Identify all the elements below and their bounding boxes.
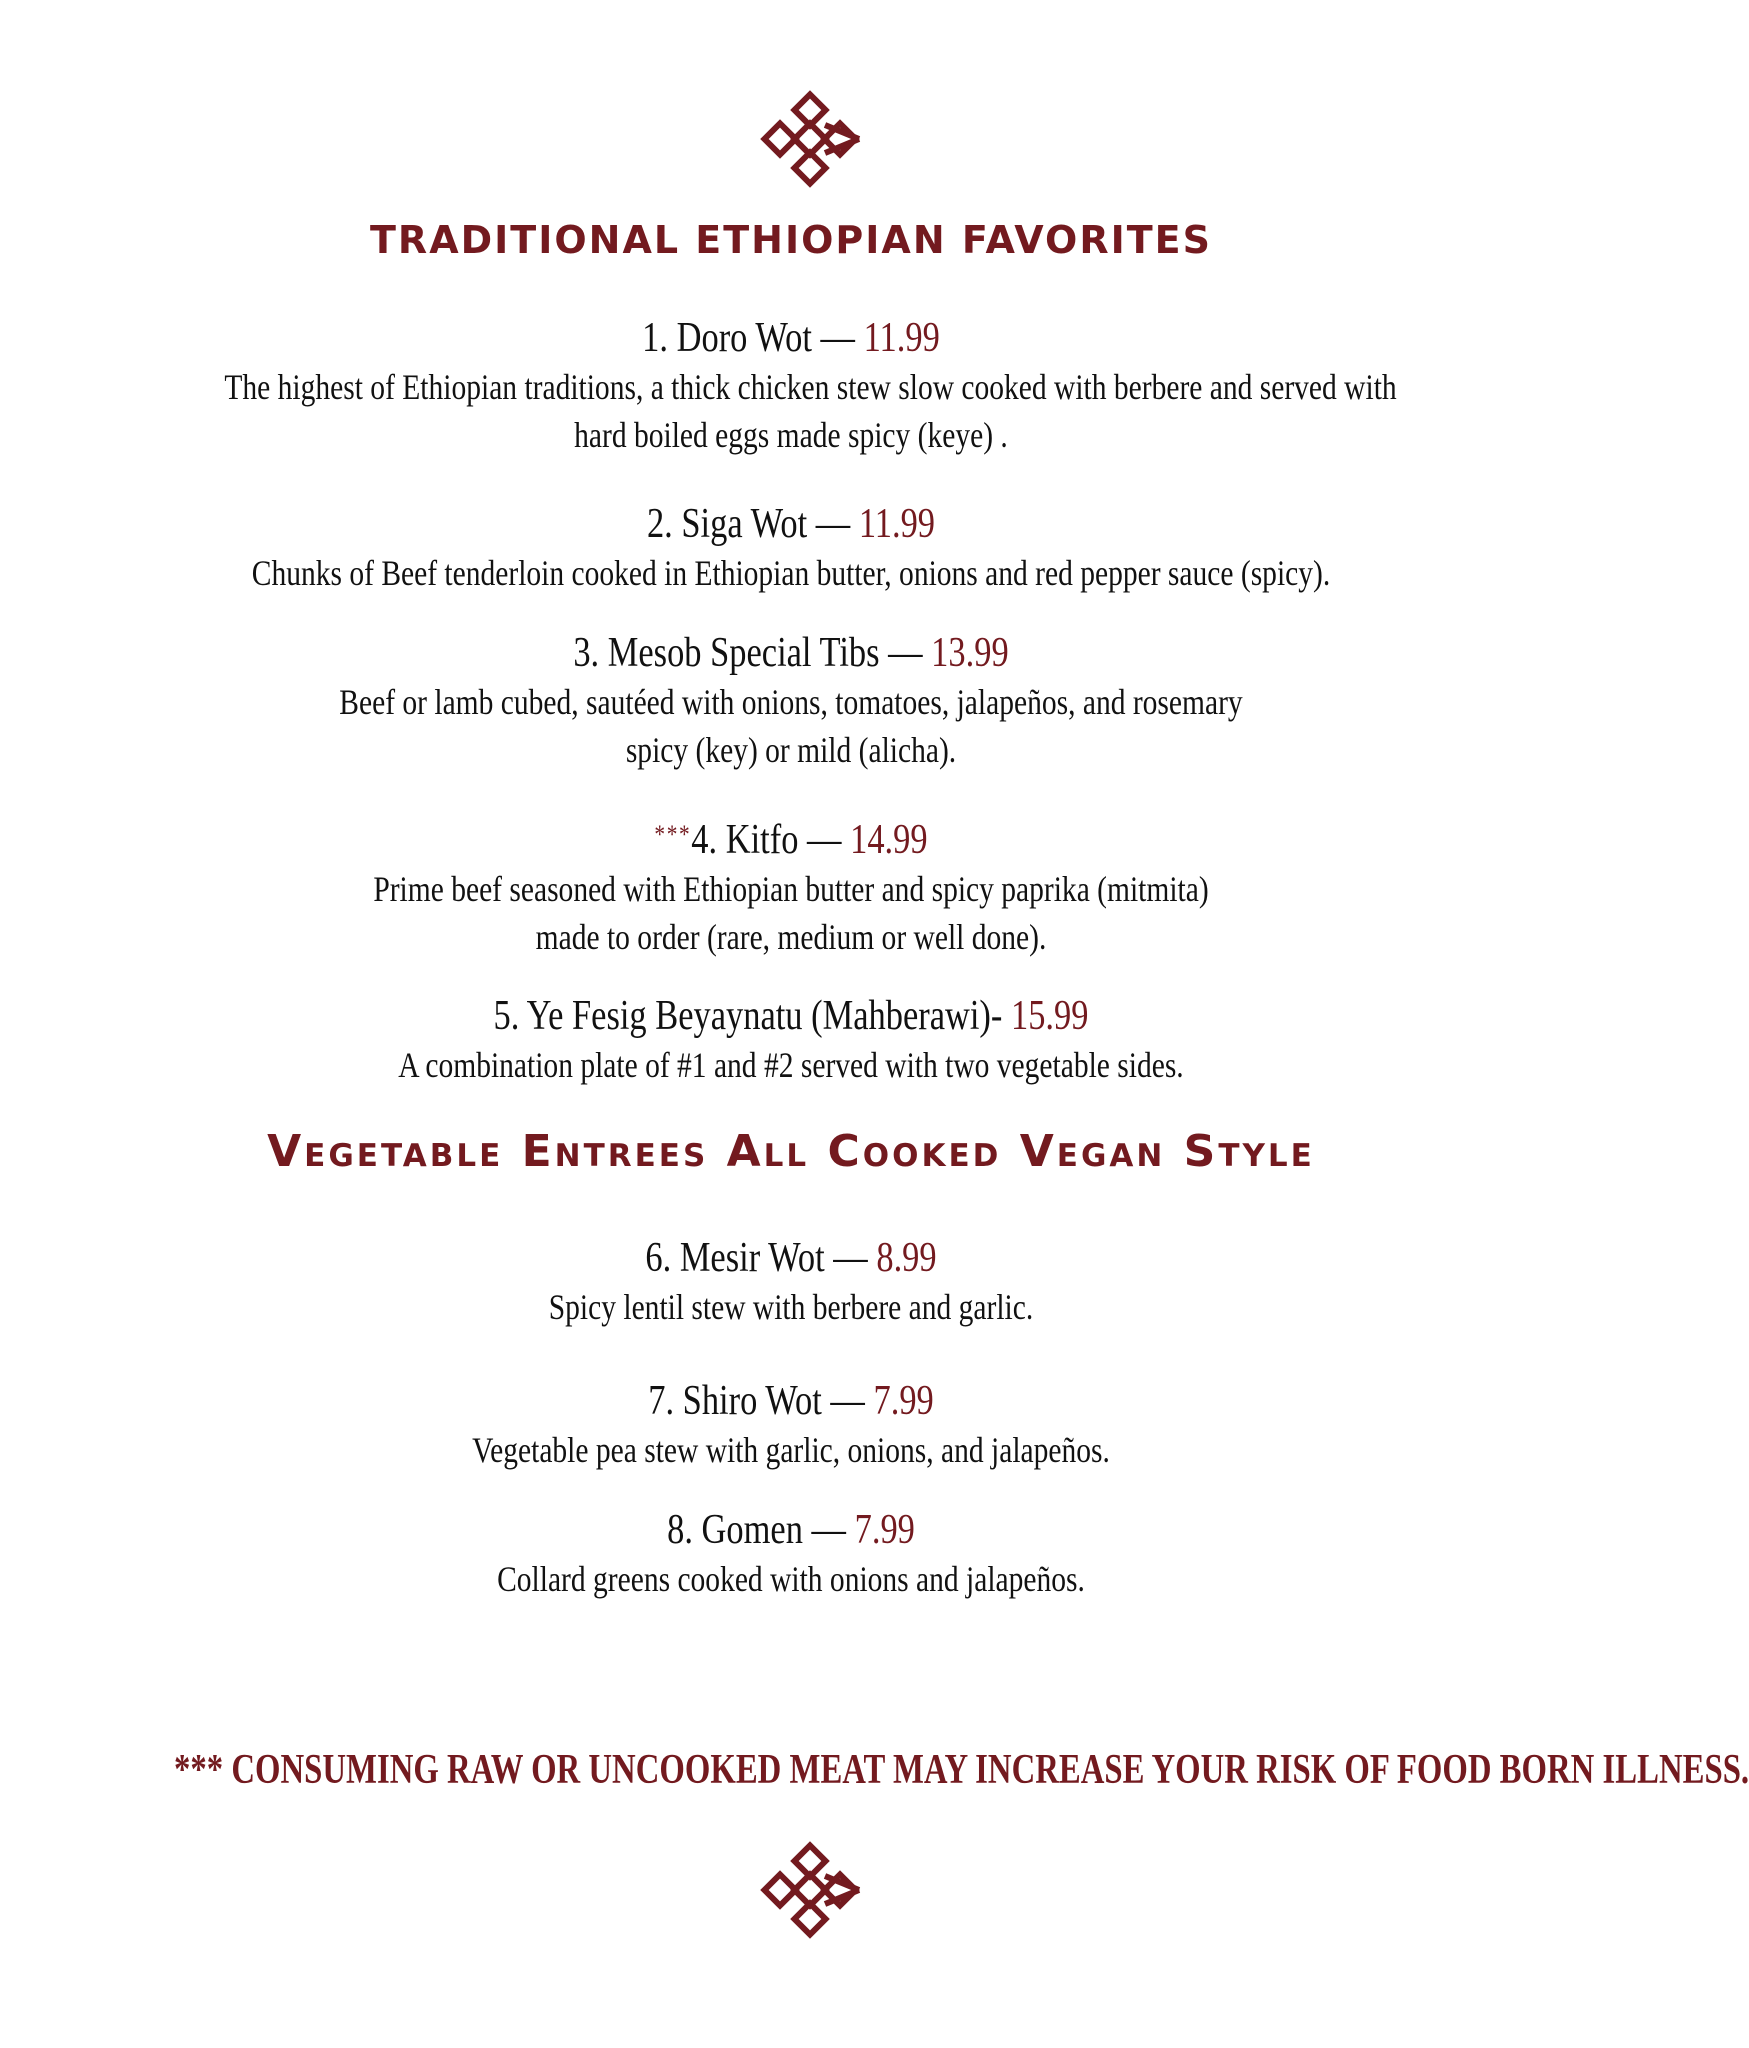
item-heading: [224, 628, 1357, 678]
section-title-traditional: TRADITIONAL ETHIOPIAN FAVORITES: [370, 218, 1212, 262]
item-heading: [224, 1233, 1357, 1283]
menu-item-ye-fesig-beyaynatu: [100, 991, 1482, 1089]
item-heading: [224, 1376, 1357, 1426]
item-description-line: A combination plate of #1 and #2 served with two vegetable sides.: [398, 1045, 1184, 1085]
item-heading: [224, 1505, 1357, 1555]
section-title-vegetable: Vegetable Entrees All Cooked Vegan Style: [267, 1126, 1315, 1177]
menu-item-doro-wot: [100, 313, 1482, 459]
item-name: 1. Doro Wot —: [642, 315, 864, 361]
item-description-line: Vegetable pea stew with garlic, onions, and jalapeños.: [472, 1430, 1110, 1470]
item-heading: [224, 499, 1357, 549]
item-name: 7. Shiro Wot —: [648, 1378, 874, 1424]
menu-item-kitfo: [100, 810, 1482, 961]
item-name: 8. Gomen —: [667, 1507, 855, 1553]
item-name: 3. Mesob Special Tibs —: [573, 630, 932, 676]
item-price: 14.99: [850, 817, 928, 863]
item-heading: [224, 313, 1357, 363]
item-name: 4. Kitfo —: [691, 817, 851, 863]
endless-knot-icon: [761, 101, 873, 179]
menu-item-siga-wot: [100, 499, 1482, 597]
endless-knot-icon: [761, 1852, 873, 1930]
raw-meat-warning-marker: ***: [654, 820, 692, 849]
item-description-line: The highest of Ethiopian traditions, a thick chicken stew slow cooked with berbere and served with: [224, 367, 1397, 407]
item-description: [224, 1283, 1357, 1331]
item-heading: [224, 810, 1357, 865]
item-description-line: hard boiled eggs made spicy (keye) .: [574, 415, 1008, 455]
item-price: 7.99: [854, 1507, 915, 1553]
item-description-line: Prime beef seasoned with Ethiopian butter and spicy paprika (mitmita): [373, 869, 1209, 909]
item-description: [224, 865, 1357, 961]
item-description-line: Collard greens cooked with onions and jalapeños.: [497, 1559, 1085, 1599]
menu-item-mesob-special-tibs: [100, 628, 1482, 774]
item-description: [224, 678, 1357, 774]
item-name: 2. Siga Wot —: [646, 501, 859, 547]
item-price: 8.99: [876, 1235, 937, 1281]
item-description: [224, 549, 1357, 597]
item-price: 11.99: [863, 315, 940, 361]
item-description-line: spicy (key) or mild (alicha).: [625, 730, 957, 770]
item-description: [224, 363, 1397, 459]
item-description-line: Spicy lentil stew with berbere and garlic.: [548, 1287, 1034, 1327]
item-price: 7.99: [873, 1378, 934, 1424]
item-heading: [224, 991, 1357, 1041]
item-name: 5. Ye Fesig Beyaynatu (Mahberawi)-: [493, 993, 1011, 1039]
item-description: [224, 1555, 1357, 1603]
item-description: [224, 1426, 1357, 1474]
item-description-line: made to order (rare, medium or well done).: [535, 917, 1047, 957]
item-description: [224, 1041, 1357, 1089]
menu-item-gomen: [100, 1505, 1482, 1603]
menu-item-mesir-wot: [100, 1233, 1482, 1331]
item-price: 13.99: [931, 630, 1009, 676]
item-description-line: Chunks of Beef tenderloin cooked in Ethiopian butter, onions and red pepper sauce (spicy).: [251, 553, 1331, 593]
item-description-line: Beef or lamb cubed, sautéed with onions, tomatoes, jalapeños, and rosemary: [339, 682, 1243, 722]
raw-meat-notice: *** CONSUMING RAW OR UNCOOKED MEAT MAY INCREASE YOUR RISK OF FOOD BORN ILLNESS.: [174, 1747, 1749, 1793]
item-name: 6. Mesir Wot —: [645, 1235, 877, 1281]
item-price: 11.99: [858, 501, 936, 547]
menu-item-shiro-wot: [100, 1376, 1482, 1474]
item-price: 15.99: [1010, 993, 1089, 1039]
